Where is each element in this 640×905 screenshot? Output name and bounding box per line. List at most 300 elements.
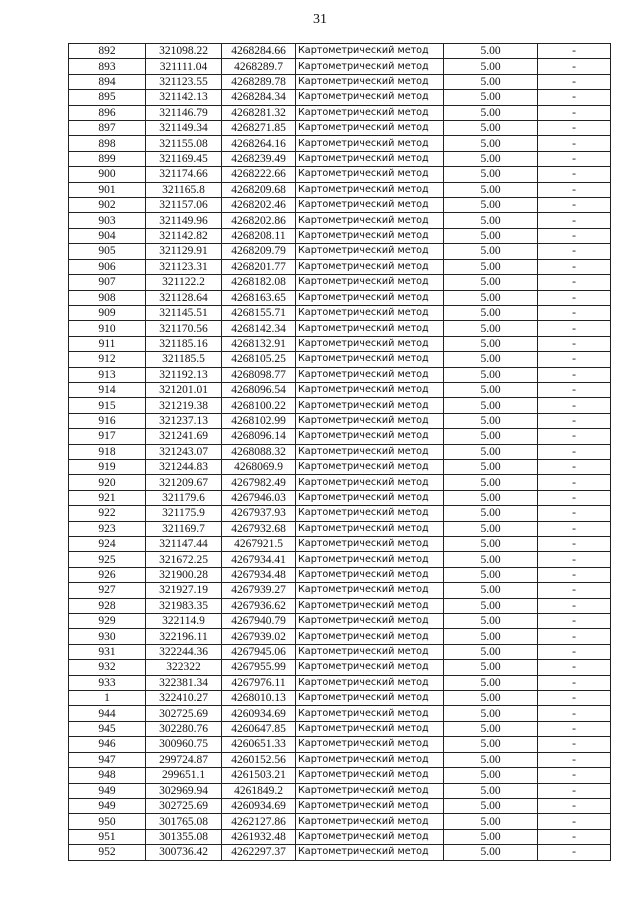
note-cell: - xyxy=(538,521,611,536)
note-cell: - xyxy=(538,691,611,706)
x-coordinate-cell: 321128.64 xyxy=(146,290,222,305)
accuracy-cell: 5.00 xyxy=(444,290,538,305)
x-coordinate-cell: 321175.9 xyxy=(146,506,222,521)
point-number-cell: 909 xyxy=(69,305,146,320)
method-cell: Картометрический метод xyxy=(296,198,444,213)
y-coordinate-cell: 4268010.13 xyxy=(222,691,296,706)
point-number-cell: 933 xyxy=(69,675,146,690)
table-row xyxy=(69,352,611,367)
x-coordinate-cell: 321123.55 xyxy=(146,74,222,89)
accuracy-cell: 5.00 xyxy=(444,475,538,490)
method-cell: Картометрический метод xyxy=(296,459,444,474)
x-coordinate-cell: 321155.08 xyxy=(146,136,222,151)
table-row xyxy=(69,660,611,675)
y-coordinate-cell: 4267982.49 xyxy=(222,475,296,490)
method-cell: Картометрический метод xyxy=(296,136,444,151)
point-number-cell: 906 xyxy=(69,259,146,274)
method-cell: Картометрический метод xyxy=(296,583,444,598)
note-cell: - xyxy=(538,213,611,228)
method-cell: Картометрический метод xyxy=(296,444,444,459)
accuracy-cell: 5.00 xyxy=(444,537,538,552)
x-coordinate-cell: 322381.34 xyxy=(146,675,222,690)
method-cell: Картометрический метод xyxy=(296,660,444,675)
method-cell: Картометрический метод xyxy=(296,228,444,243)
note-cell: - xyxy=(538,136,611,151)
note-cell: - xyxy=(538,506,611,521)
x-coordinate-cell: 321169.45 xyxy=(146,151,222,166)
x-coordinate-cell: 321219.38 xyxy=(146,398,222,413)
point-number-cell: 949 xyxy=(69,783,146,798)
accuracy-cell: 5.00 xyxy=(444,382,538,397)
coordinates-table-body xyxy=(69,44,611,861)
note-cell: - xyxy=(538,105,611,120)
point-number-cell: 947 xyxy=(69,752,146,767)
note-cell: - xyxy=(538,475,611,490)
table-row xyxy=(69,675,611,690)
table-row xyxy=(69,429,611,444)
table-row xyxy=(69,151,611,166)
point-number-cell: 925 xyxy=(69,552,146,567)
note-cell: - xyxy=(538,121,611,136)
table-row xyxy=(69,814,611,829)
table-row xyxy=(69,829,611,844)
note-cell: - xyxy=(538,413,611,428)
note-cell: - xyxy=(538,490,611,505)
x-coordinate-cell: 321142.82 xyxy=(146,228,222,243)
method-cell: Картометрический метод xyxy=(296,413,444,428)
y-coordinate-cell: 4268142.34 xyxy=(222,321,296,336)
point-number-cell: 903 xyxy=(69,213,146,228)
method-cell: Картометрический метод xyxy=(296,336,444,351)
y-coordinate-cell: 4268209.79 xyxy=(222,244,296,259)
table-row xyxy=(69,614,611,629)
note-cell: - xyxy=(538,706,611,721)
point-number-cell: 899 xyxy=(69,151,146,166)
table-row xyxy=(69,598,611,613)
point-number-cell: 930 xyxy=(69,629,146,644)
y-coordinate-cell: 4268088.32 xyxy=(222,444,296,459)
note-cell: - xyxy=(538,228,611,243)
point-number-cell: 905 xyxy=(69,244,146,259)
x-coordinate-cell: 321147.44 xyxy=(146,537,222,552)
table-row xyxy=(69,90,611,105)
y-coordinate-cell: 4268155.71 xyxy=(222,305,296,320)
x-coordinate-cell: 321146.79 xyxy=(146,105,222,120)
y-coordinate-cell: 4268105.25 xyxy=(222,352,296,367)
table-row xyxy=(69,691,611,706)
y-coordinate-cell: 4268284.66 xyxy=(222,44,296,59)
method-cell: Картометрический метод xyxy=(296,429,444,444)
note-cell: - xyxy=(538,829,611,844)
table-row xyxy=(69,136,611,151)
table-row xyxy=(69,305,611,320)
table-row xyxy=(69,167,611,182)
accuracy-cell: 5.00 xyxy=(444,629,538,644)
accuracy-cell: 5.00 xyxy=(444,398,538,413)
accuracy-cell: 5.00 xyxy=(444,444,538,459)
note-cell: - xyxy=(538,567,611,582)
x-coordinate-cell: 321165.8 xyxy=(146,182,222,197)
y-coordinate-cell: 4268202.86 xyxy=(222,213,296,228)
note-cell: - xyxy=(538,583,611,598)
table-row xyxy=(69,783,611,798)
x-coordinate-cell: 321129.91 xyxy=(146,244,222,259)
note-cell: - xyxy=(538,845,611,860)
point-number-cell: 896 xyxy=(69,105,146,120)
x-coordinate-cell: 322196.11 xyxy=(146,629,222,644)
method-cell: Картометрический метод xyxy=(296,614,444,629)
accuracy-cell: 5.00 xyxy=(444,413,538,428)
point-number-cell: 932 xyxy=(69,660,146,675)
point-number-cell: 1 xyxy=(69,691,146,706)
x-coordinate-cell: 321145.51 xyxy=(146,305,222,320)
x-coordinate-cell: 322114.9 xyxy=(146,614,222,629)
method-cell: Картометрический метод xyxy=(296,567,444,582)
note-cell: - xyxy=(538,74,611,89)
x-coordinate-cell: 321098.22 xyxy=(146,44,222,59)
point-number-cell: 931 xyxy=(69,644,146,659)
method-cell: Картометрический метод xyxy=(296,768,444,783)
y-coordinate-cell: 4268239.49 xyxy=(222,151,296,166)
accuracy-cell: 5.00 xyxy=(444,737,538,752)
x-coordinate-cell: 321170.56 xyxy=(146,321,222,336)
note-cell: - xyxy=(538,814,611,829)
y-coordinate-cell: 4267934.41 xyxy=(222,552,296,567)
y-coordinate-cell: 4260934.69 xyxy=(222,706,296,721)
y-coordinate-cell: 4268069.9 xyxy=(222,459,296,474)
accuracy-cell: 5.00 xyxy=(444,783,538,798)
table-row xyxy=(69,382,611,397)
y-coordinate-cell: 4267940.79 xyxy=(222,614,296,629)
point-number-cell: 924 xyxy=(69,537,146,552)
method-cell: Картометрический метод xyxy=(296,305,444,320)
accuracy-cell: 5.00 xyxy=(444,352,538,367)
y-coordinate-cell: 4260934.69 xyxy=(222,798,296,813)
table-row xyxy=(69,321,611,336)
method-cell: Картометрический метод xyxy=(296,552,444,567)
accuracy-cell: 5.00 xyxy=(444,706,538,721)
method-cell: Картометрический метод xyxy=(296,629,444,644)
method-cell: Картометрический метод xyxy=(296,845,444,860)
accuracy-cell: 5.00 xyxy=(444,182,538,197)
method-cell: Картометрический метод xyxy=(296,798,444,813)
x-coordinate-cell: 321983.35 xyxy=(146,598,222,613)
accuracy-cell: 5.00 xyxy=(444,259,538,274)
table-row xyxy=(69,506,611,521)
y-coordinate-cell: 4267976.11 xyxy=(222,675,296,690)
note-cell: - xyxy=(538,398,611,413)
method-cell: Картометрический метод xyxy=(296,259,444,274)
method-cell: Картометрический метод xyxy=(296,121,444,136)
table-row xyxy=(69,444,611,459)
method-cell: Картометрический метод xyxy=(296,783,444,798)
accuracy-cell: 5.00 xyxy=(444,490,538,505)
accuracy-cell: 5.00 xyxy=(444,105,538,120)
y-coordinate-cell: 4260651.33 xyxy=(222,737,296,752)
accuracy-cell: 5.00 xyxy=(444,614,538,629)
point-number-cell: 927 xyxy=(69,583,146,598)
method-cell: Картометрический метод xyxy=(296,537,444,552)
table-row xyxy=(69,198,611,213)
method-cell: Картометрический метод xyxy=(296,74,444,89)
point-number-cell: 918 xyxy=(69,444,146,459)
note-cell: - xyxy=(538,459,611,474)
accuracy-cell: 5.00 xyxy=(444,44,538,59)
method-cell: Картометрический метод xyxy=(296,506,444,521)
x-coordinate-cell: 321672.25 xyxy=(146,552,222,567)
note-cell: - xyxy=(538,614,611,629)
y-coordinate-cell: 4268264.16 xyxy=(222,136,296,151)
accuracy-cell: 5.00 xyxy=(444,644,538,659)
y-coordinate-cell: 4260152.56 xyxy=(222,752,296,767)
accuracy-cell: 5.00 xyxy=(444,598,538,613)
method-cell: Картометрический метод xyxy=(296,275,444,290)
point-number-cell: 923 xyxy=(69,521,146,536)
table-row xyxy=(69,798,611,813)
x-coordinate-cell: 321149.34 xyxy=(146,121,222,136)
note-cell: - xyxy=(538,290,611,305)
point-number-cell: 912 xyxy=(69,352,146,367)
point-number-cell: 894 xyxy=(69,74,146,89)
x-coordinate-cell: 300736.42 xyxy=(146,845,222,860)
accuracy-cell: 5.00 xyxy=(444,336,538,351)
y-coordinate-cell: 4267932.68 xyxy=(222,521,296,536)
table-row xyxy=(69,644,611,659)
note-cell: - xyxy=(538,629,611,644)
accuracy-cell: 5.00 xyxy=(444,90,538,105)
accuracy-cell: 5.00 xyxy=(444,367,538,382)
note-cell: - xyxy=(538,752,611,767)
method-cell: Картометрический метод xyxy=(296,814,444,829)
point-number-cell: 929 xyxy=(69,614,146,629)
y-coordinate-cell: 4267939.27 xyxy=(222,583,296,598)
note-cell: - xyxy=(538,182,611,197)
note-cell: - xyxy=(538,244,611,259)
y-coordinate-cell: 4268289.7 xyxy=(222,59,296,74)
table-row xyxy=(69,737,611,752)
point-number-cell: 951 xyxy=(69,829,146,844)
x-coordinate-cell: 321123.31 xyxy=(146,259,222,274)
accuracy-cell: 5.00 xyxy=(444,798,538,813)
point-number-cell: 917 xyxy=(69,429,146,444)
y-coordinate-cell: 4267937.93 xyxy=(222,506,296,521)
accuracy-cell: 5.00 xyxy=(444,228,538,243)
method-cell: Картометрический метод xyxy=(296,706,444,721)
accuracy-cell: 5.00 xyxy=(444,583,538,598)
y-coordinate-cell: 4267946.03 xyxy=(222,490,296,505)
accuracy-cell: 5.00 xyxy=(444,59,538,74)
x-coordinate-cell: 299651.1 xyxy=(146,768,222,783)
point-number-cell: 921 xyxy=(69,490,146,505)
x-coordinate-cell: 321174.66 xyxy=(146,167,222,182)
point-number-cell: 922 xyxy=(69,506,146,521)
note-cell: - xyxy=(538,198,611,213)
point-number-cell: 916 xyxy=(69,413,146,428)
table-row xyxy=(69,459,611,474)
y-coordinate-cell: 4260647.85 xyxy=(222,721,296,736)
method-cell: Картометрический метод xyxy=(296,213,444,228)
y-coordinate-cell: 4267921.5 xyxy=(222,537,296,552)
table-row xyxy=(69,336,611,351)
note-cell: - xyxy=(538,798,611,813)
accuracy-cell: 5.00 xyxy=(444,459,538,474)
accuracy-cell: 5.00 xyxy=(444,167,538,182)
table-row xyxy=(69,490,611,505)
accuracy-cell: 5.00 xyxy=(444,691,538,706)
y-coordinate-cell: 4267955.99 xyxy=(222,660,296,675)
x-coordinate-cell: 321241.69 xyxy=(146,429,222,444)
y-coordinate-cell: 4267936.62 xyxy=(222,598,296,613)
accuracy-cell: 5.00 xyxy=(444,552,538,567)
x-coordinate-cell: 321157.06 xyxy=(146,198,222,213)
table-row xyxy=(69,552,611,567)
accuracy-cell: 5.00 xyxy=(444,429,538,444)
y-coordinate-cell: 4267939.02 xyxy=(222,629,296,644)
method-cell: Картометрический метод xyxy=(296,167,444,182)
y-coordinate-cell: 4268096.14 xyxy=(222,429,296,444)
point-number-cell: 945 xyxy=(69,721,146,736)
accuracy-cell: 5.00 xyxy=(444,74,538,89)
note-cell: - xyxy=(538,151,611,166)
x-coordinate-cell: 301765.08 xyxy=(146,814,222,829)
point-number-cell: 928 xyxy=(69,598,146,613)
accuracy-cell: 5.00 xyxy=(444,305,538,320)
accuracy-cell: 5.00 xyxy=(444,814,538,829)
y-coordinate-cell: 4262127.86 xyxy=(222,814,296,829)
table-row xyxy=(69,74,611,89)
accuracy-cell: 5.00 xyxy=(444,521,538,536)
point-number-cell: 898 xyxy=(69,136,146,151)
method-cell: Картометрический метод xyxy=(296,521,444,536)
accuracy-cell: 5.00 xyxy=(444,845,538,860)
table-row xyxy=(69,244,611,259)
point-number-cell: 904 xyxy=(69,228,146,243)
x-coordinate-cell: 321237.13 xyxy=(146,413,222,428)
x-coordinate-cell: 321111.04 xyxy=(146,59,222,74)
x-coordinate-cell: 321192.13 xyxy=(146,367,222,382)
x-coordinate-cell: 321169.7 xyxy=(146,521,222,536)
y-coordinate-cell: 4267945.06 xyxy=(222,644,296,659)
y-coordinate-cell: 4268202.46 xyxy=(222,198,296,213)
note-cell: - xyxy=(538,44,611,59)
y-coordinate-cell: 4262297.37 xyxy=(222,845,296,860)
table-row xyxy=(69,521,611,536)
note-cell: - xyxy=(538,59,611,74)
method-cell: Картометрический метод xyxy=(296,151,444,166)
note-cell: - xyxy=(538,768,611,783)
y-coordinate-cell: 4268096.54 xyxy=(222,382,296,397)
method-cell: Картометрический метод xyxy=(296,398,444,413)
table-row xyxy=(69,583,611,598)
note-cell: - xyxy=(538,429,611,444)
table-row xyxy=(69,367,611,382)
accuracy-cell: 5.00 xyxy=(444,151,538,166)
accuracy-cell: 5.00 xyxy=(444,506,538,521)
method-cell: Картометрический метод xyxy=(296,475,444,490)
table-row xyxy=(69,398,611,413)
table-row xyxy=(69,213,611,228)
table-row xyxy=(69,629,611,644)
note-cell: - xyxy=(538,305,611,320)
x-coordinate-cell: 301355.08 xyxy=(146,829,222,844)
method-cell: Картометрический метод xyxy=(296,644,444,659)
point-number-cell: 900 xyxy=(69,167,146,182)
note-cell: - xyxy=(538,737,611,752)
method-cell: Картометрический метод xyxy=(296,321,444,336)
y-coordinate-cell: 4268132.91 xyxy=(222,336,296,351)
y-coordinate-cell: 4268100.22 xyxy=(222,398,296,413)
note-cell: - xyxy=(538,352,611,367)
method-cell: Картометрический метод xyxy=(296,244,444,259)
note-cell: - xyxy=(538,644,611,659)
y-coordinate-cell: 4268281.32 xyxy=(222,105,296,120)
x-coordinate-cell: 302725.69 xyxy=(146,798,222,813)
table-row xyxy=(69,721,611,736)
method-cell: Картометрический метод xyxy=(296,721,444,736)
x-coordinate-cell: 321122.2 xyxy=(146,275,222,290)
method-cell: Картометрический метод xyxy=(296,105,444,120)
method-cell: Картометрический метод xyxy=(296,675,444,690)
accuracy-cell: 5.00 xyxy=(444,198,538,213)
point-number-cell: 949 xyxy=(69,798,146,813)
table-row xyxy=(69,290,611,305)
y-coordinate-cell: 4261932.48 xyxy=(222,829,296,844)
table-row xyxy=(69,537,611,552)
note-cell: - xyxy=(538,367,611,382)
point-number-cell: 901 xyxy=(69,182,146,197)
x-coordinate-cell: 322244.36 xyxy=(146,644,222,659)
accuracy-cell: 5.00 xyxy=(444,121,538,136)
method-cell: Картометрический метод xyxy=(296,367,444,382)
note-cell: - xyxy=(538,275,611,290)
point-number-cell: 915 xyxy=(69,398,146,413)
y-coordinate-cell: 4261503.21 xyxy=(222,768,296,783)
table-row xyxy=(69,228,611,243)
note-cell: - xyxy=(538,444,611,459)
method-cell: Картометрический метод xyxy=(296,829,444,844)
method-cell: Картометрический метод xyxy=(296,737,444,752)
table-row xyxy=(69,121,611,136)
method-cell: Картометрический метод xyxy=(296,691,444,706)
accuracy-cell: 5.00 xyxy=(444,829,538,844)
table-row xyxy=(69,182,611,197)
x-coordinate-cell: 321900.28 xyxy=(146,567,222,582)
point-number-cell: 952 xyxy=(69,845,146,860)
table-row xyxy=(69,567,611,582)
point-number-cell: 919 xyxy=(69,459,146,474)
x-coordinate-cell: 321209.67 xyxy=(146,475,222,490)
note-cell: - xyxy=(538,90,611,105)
x-coordinate-cell: 321185.5 xyxy=(146,352,222,367)
x-coordinate-cell: 321243.07 xyxy=(146,444,222,459)
accuracy-cell: 5.00 xyxy=(444,567,538,582)
table-row xyxy=(69,105,611,120)
table-row xyxy=(69,275,611,290)
note-cell: - xyxy=(538,167,611,182)
point-number-cell: 910 xyxy=(69,321,146,336)
x-coordinate-cell: 321185.16 xyxy=(146,336,222,351)
note-cell: - xyxy=(538,783,611,798)
accuracy-cell: 5.00 xyxy=(444,244,538,259)
table-row xyxy=(69,752,611,767)
accuracy-cell: 5.00 xyxy=(444,752,538,767)
method-cell: Картометрический метод xyxy=(296,182,444,197)
point-number-cell: 893 xyxy=(69,59,146,74)
point-number-cell: 946 xyxy=(69,737,146,752)
x-coordinate-cell: 321244.83 xyxy=(146,459,222,474)
method-cell: Картометрический метод xyxy=(296,290,444,305)
point-number-cell: 944 xyxy=(69,706,146,721)
